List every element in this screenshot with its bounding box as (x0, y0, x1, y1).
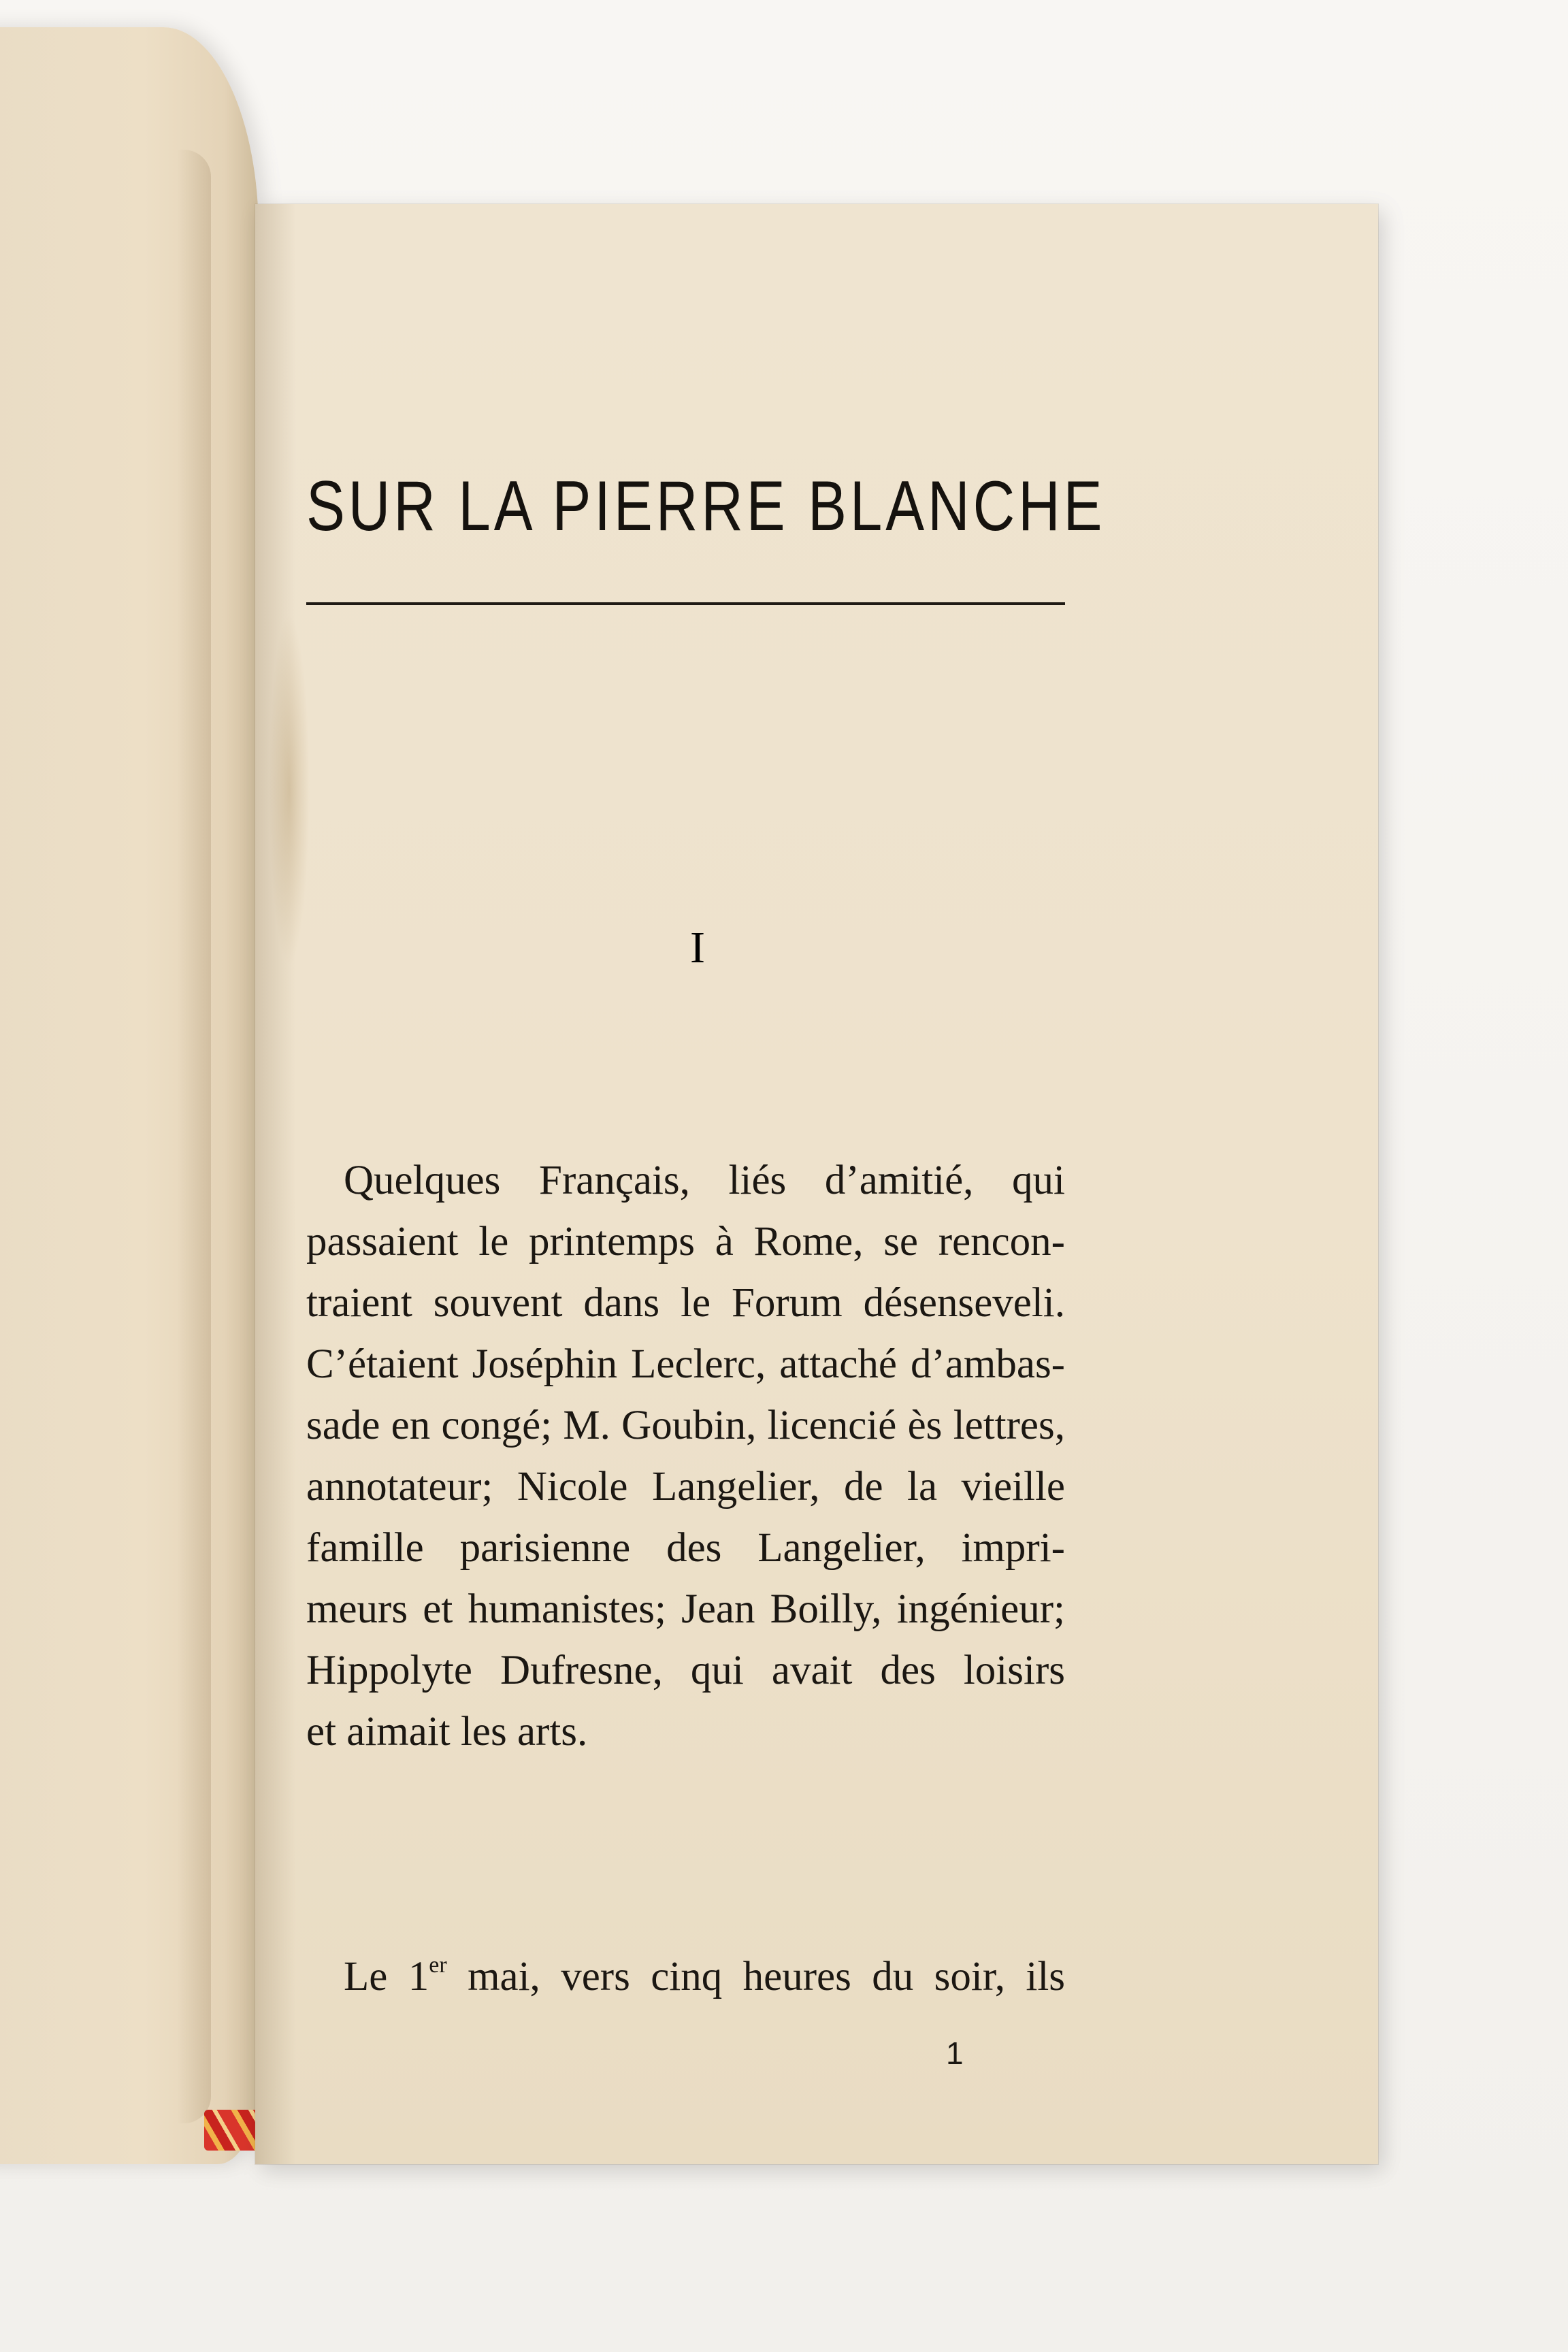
text-line: Hippolyte Dufresne, qui avait des loisirs (306, 1648, 1065, 1693)
text-line: Quelques Français, liés d’amitié, qui (344, 1158, 1065, 1203)
page-curl-shadow (177, 150, 211, 2123)
book-page (255, 204, 1378, 2164)
text-fragment: Le 1 (344, 1954, 429, 1999)
text-line: famille parisienne des Langelier, impri- (306, 1525, 1065, 1571)
text-line: annotateur; Nicole Langelier, de la vieille (306, 1464, 1065, 1509)
paragraph-2 (306, 1946, 1065, 2008)
text-line: meurs et humanistes; Jean Boilly, ingénieur; (306, 1586, 1065, 1632)
page-stain (269, 612, 310, 966)
paragraph-1 (306, 1150, 1065, 1763)
text-line: passaient le printemps à Rome, se rencon- (306, 1219, 1065, 1264)
ordinal-superscript: er (429, 1953, 447, 1978)
text-line: et aimait les arts. (306, 1709, 588, 1754)
text-fragment: mai, vers cinq heures du soir, ils (446, 1954, 1066, 1999)
chapter-number: I (690, 923, 705, 973)
text-line: traient souvent dans le Forum désenseveli. (306, 1280, 1065, 1326)
text-line: sade en congé; M. Goubin, licencié ès lettres, (306, 1403, 1065, 1448)
title-rule (306, 602, 1065, 605)
facing-page (0, 27, 259, 2164)
page-title: SUR LA PIERRE BLANCHE (306, 467, 1106, 546)
page-number: 1 (946, 2036, 964, 2071)
text-line: C’étaient Joséphin Leclerc, attaché d’ambas- (306, 1341, 1065, 1387)
text-line (306, 1946, 1065, 2008)
